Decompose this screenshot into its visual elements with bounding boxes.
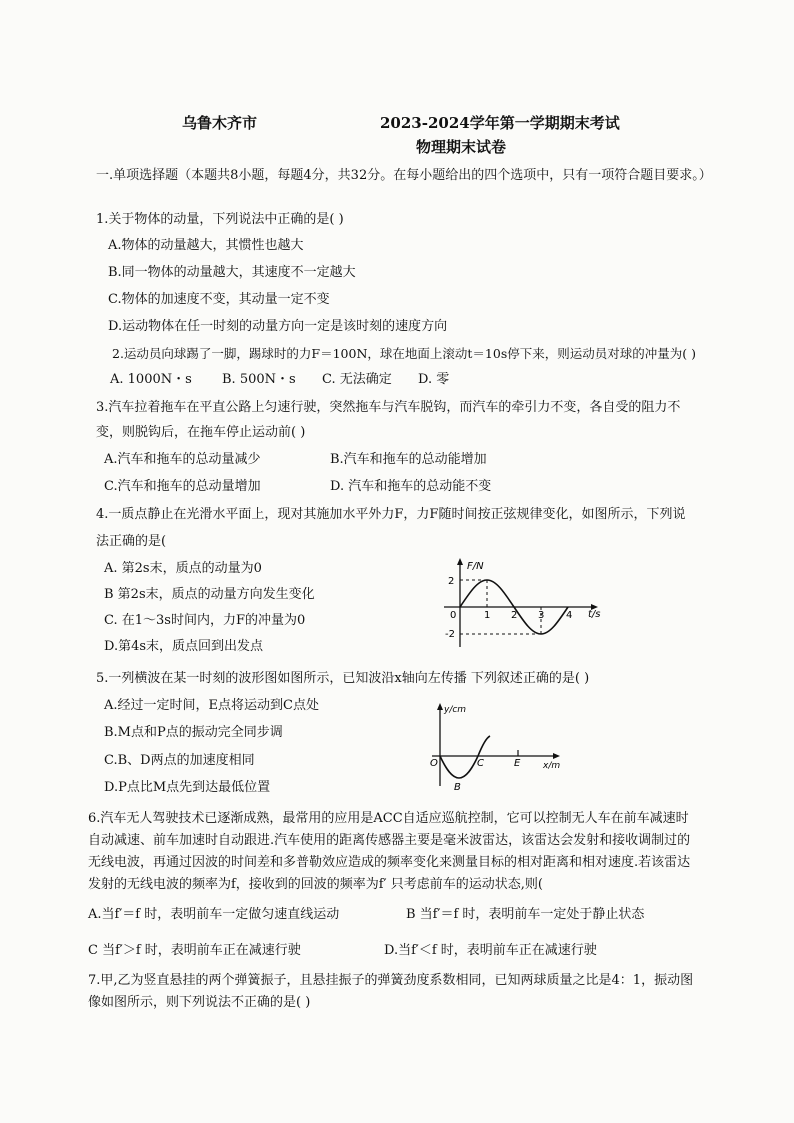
q6-option-b: B 当f′＝f 时，表明前车一定处于静止状态: [406, 907, 645, 922]
x-tick-2: 2: [511, 610, 518, 621]
q1-stem: 1.关于物体的动量，下列说法中正确的是( ): [96, 212, 344, 227]
q4-option-a: A. 第2s末，质点的动量为0: [104, 561, 262, 576]
x-tick-1: 1: [484, 610, 491, 621]
y-tick-neg2: -2: [445, 629, 455, 640]
x-axis-label: x/m: [543, 761, 561, 771]
q3-stem-line1: 3.汽车拉着拖车在平直公路上匀速行驶，突然拖车与汽车脱钩，而汽车的牵引力不变，各自受的阻力不: [96, 400, 681, 415]
q1-option-a: A.物体的动量越大，其惯性也越大: [108, 238, 304, 253]
q4-option-d: D.第4s末，质点回到出发点: [104, 639, 264, 654]
paper-title: 物理期末试卷: [416, 138, 507, 156]
t-axis-label: t/s: [588, 609, 601, 620]
q1-option-b: B.同一物体的动量越大，其速度不一定越大: [108, 265, 356, 280]
q6-option-c: C 当f′＞f 时，表明前车正在减速行驶: [88, 943, 301, 958]
q4-stem-line2: 法正确的是(: [96, 534, 167, 549]
q6-line2: 自动减速、前车加速时自动跟进.汽车使用的距离传感器主要是毫米波雷达，该雷达会发射和接收调制过的: [88, 833, 691, 848]
q4-stem-line1: 4.一质点静止在光滑水平面上，现对其施加水平外力F，力F随时间按正弦规律变化，如图所示，下列说: [96, 507, 686, 522]
f-axis-arrow: [457, 558, 463, 565]
q6-line3: 无线电波，再通过因波的时间差和多普勒效应造成的频率变化来测量目标的相对距离和相对速度.若该雷达: [88, 855, 691, 870]
q3-option-c: C.汽车和拖车的总动量增加: [104, 479, 261, 494]
city-name: 乌鲁木齐市: [182, 114, 258, 132]
x-tick-4: 4: [566, 610, 573, 621]
f-axis-label: F/N: [467, 561, 484, 572]
force-time-graph: [416, 555, 616, 650]
point-c-label: C: [477, 758, 484, 769]
y-axis-arrow: [437, 703, 443, 710]
point-o-label: O: [430, 758, 438, 769]
section-heading: 一.单项选择题（本题共8小题，每题4分，共32分。在每小题给出的四个选项中，只有一项符合题目要求。）: [96, 168, 712, 183]
point-b-label: B: [454, 782, 461, 790]
q4-option-c: C. 在1～3s时间内，力F的冲量为0: [104, 613, 306, 628]
x-axis-arrow: [553, 753, 560, 759]
q2-option-c: C. 无法确定: [322, 372, 392, 387]
q3-option-d: D. 汽车和拖车的总动能不变: [330, 479, 492, 494]
y-tick-2: 2: [448, 576, 455, 587]
q4-option-b: B 第2s末，质点的动量方向发生变化: [104, 587, 315, 602]
point-e-label: E: [514, 758, 521, 769]
exam-title: 2023-2024学年第一学期期末考试: [380, 114, 620, 132]
q7-line1: 7.甲,乙为竖直悬挂的两个弹簧振子，且悬挂振子的弹簧劲度系数相同，已知两球质量之比是4：1，振动图: [88, 973, 694, 988]
q6-option-d: D.当f′＜f 时，表明前车正在减速行驶: [384, 943, 597, 958]
q6-line1: 6.汽车无人驾驶技术已逐渐成熟，最常用的应用是ACC自适应巡航控制，它可以控制无人车在前车减速时: [88, 811, 689, 826]
q5-option-d: D.P点比M点先到达最低位置: [104, 780, 271, 795]
origin-label: 0: [450, 610, 457, 621]
q5-option-b: B.M点和P点的振动完全同步调: [104, 725, 283, 740]
x-tick-3: 3: [538, 610, 545, 621]
q1-option-d: D.运动物体在任一时刻的动量方向一定是该时刻的速度方向: [108, 319, 448, 334]
y-axis-label: y/cm: [444, 705, 467, 715]
q2-option-d: D. 零: [418, 372, 450, 387]
q6-line4: 发射的无线电波的频率为f，接收到的回波的频率为f′ 只考虑前车的运动状态,则(: [88, 877, 543, 892]
q5-option-c: C.B、D两点的加速度相同: [104, 753, 255, 768]
q5-option-a: A.经过一定时间，E点将运动到C点处: [104, 698, 319, 713]
q3-stem-line2: 变，则脱钩后，在拖车停止运动前( ): [96, 425, 306, 440]
q3-option-b: B.汽车和拖车的总动能增加: [330, 452, 487, 467]
q7-line2: 像如图所示，则下列说法不正确的是( ): [88, 995, 311, 1010]
q6-option-a: A.当f′＝f 时，表明前车一定做匀速直线运动: [88, 907, 340, 922]
q2-option-b: B. 500N・s: [222, 372, 296, 387]
wave-curve: [440, 736, 490, 778]
q3-option-a: A.汽车和拖车的总动量减少: [104, 452, 261, 467]
q1-option-c: C.物体的加速度不变，其动量一定不变: [108, 292, 330, 307]
wave-graph: [420, 700, 580, 790]
q2-option-a: A. 1000N・s: [110, 372, 192, 387]
q2-stem: 2.运动员向球踢了一脚，踢球时的力F＝100N，球在地面上滚动t＝10s停下来，则运动员对球的冲量为( ): [112, 346, 696, 361]
q5-stem: 5.一列横波在某一时刻的波形图如图所示，已知波沿x轴向左传播 下列叙述正确的是( ): [96, 671, 590, 686]
